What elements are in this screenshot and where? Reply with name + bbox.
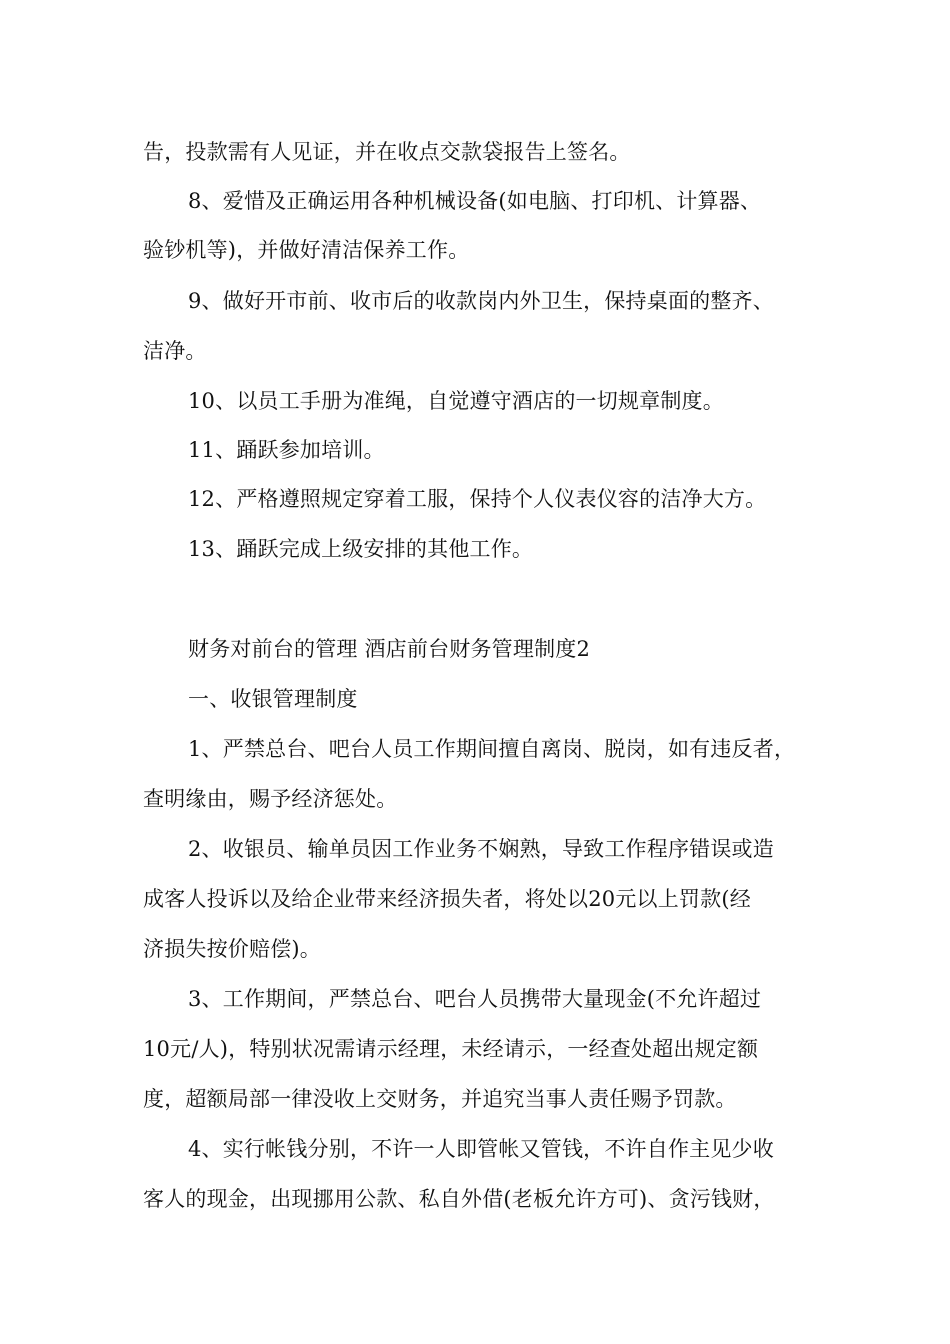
text-line: 2、收银员、输单员因工作业务不娴熟，导致工作程序错误或造	[188, 837, 774, 861]
text-line: 13、踊跃完成上级安排的其他工作。	[188, 537, 534, 561]
subsection-heading: 一、收银管理制度	[188, 687, 358, 711]
text-line: 成客人投诉以及给企业带来经济损失者，将处以20元以上罚款(经	[143, 887, 751, 911]
text-line: 客人的现金，出现挪用公款、私自外借(老板允许方可)、贪污钱财，	[143, 1187, 775, 1211]
text-line: 度，超额局部一律没收上交财务，并追究当事人责任赐予罚款。	[143, 1087, 737, 1111]
text-line: 10、以员工手册为准绳，自觉遵守酒店的一切规章制度。	[188, 389, 724, 413]
text-line: 济损失按价赔偿)。	[143, 937, 321, 961]
text-line: 1、严禁总台、吧台人员工作期间擅自离岗、脱岗，如有违反者，	[188, 737, 796, 761]
text-line: 11、踊跃参加培训。	[188, 438, 385, 462]
text-line: 9、做好开市前、收市后的收款岗内外卫生，保持桌面的整齐、	[188, 289, 774, 313]
section-heading: 财务对前台的管理 酒店前台财务管理制度2	[188, 637, 591, 661]
text-line: 12、严格遵照规定穿着工服，保持个人仪表仪容的洁净大方。	[188, 487, 767, 511]
text-line: 洁净。	[143, 339, 207, 363]
text-line: 8、爱惜及正确运用各种机械设备(如电脑、打印机、计算器、	[188, 189, 762, 213]
text-line: 10元/人)，特别状况需请示经理，未经请示，一经查处超出规定额	[143, 1037, 759, 1061]
text-line: 查明缘由，赐予经济惩处。	[143, 787, 398, 811]
text-line: 3、工作期间，严禁总台、吧台人员携带大量现金(不允许超过	[188, 987, 762, 1011]
text-line: 验钞机等)，并做好清洁保养工作。	[143, 238, 470, 262]
text-line: 告，投款需有人见证，并在收点交款袋报告上签名。	[143, 140, 631, 164]
text-line: 4、实行帐钱分别，不许一人即管帐又管钱，不许自作主见少收	[188, 1137, 774, 1161]
